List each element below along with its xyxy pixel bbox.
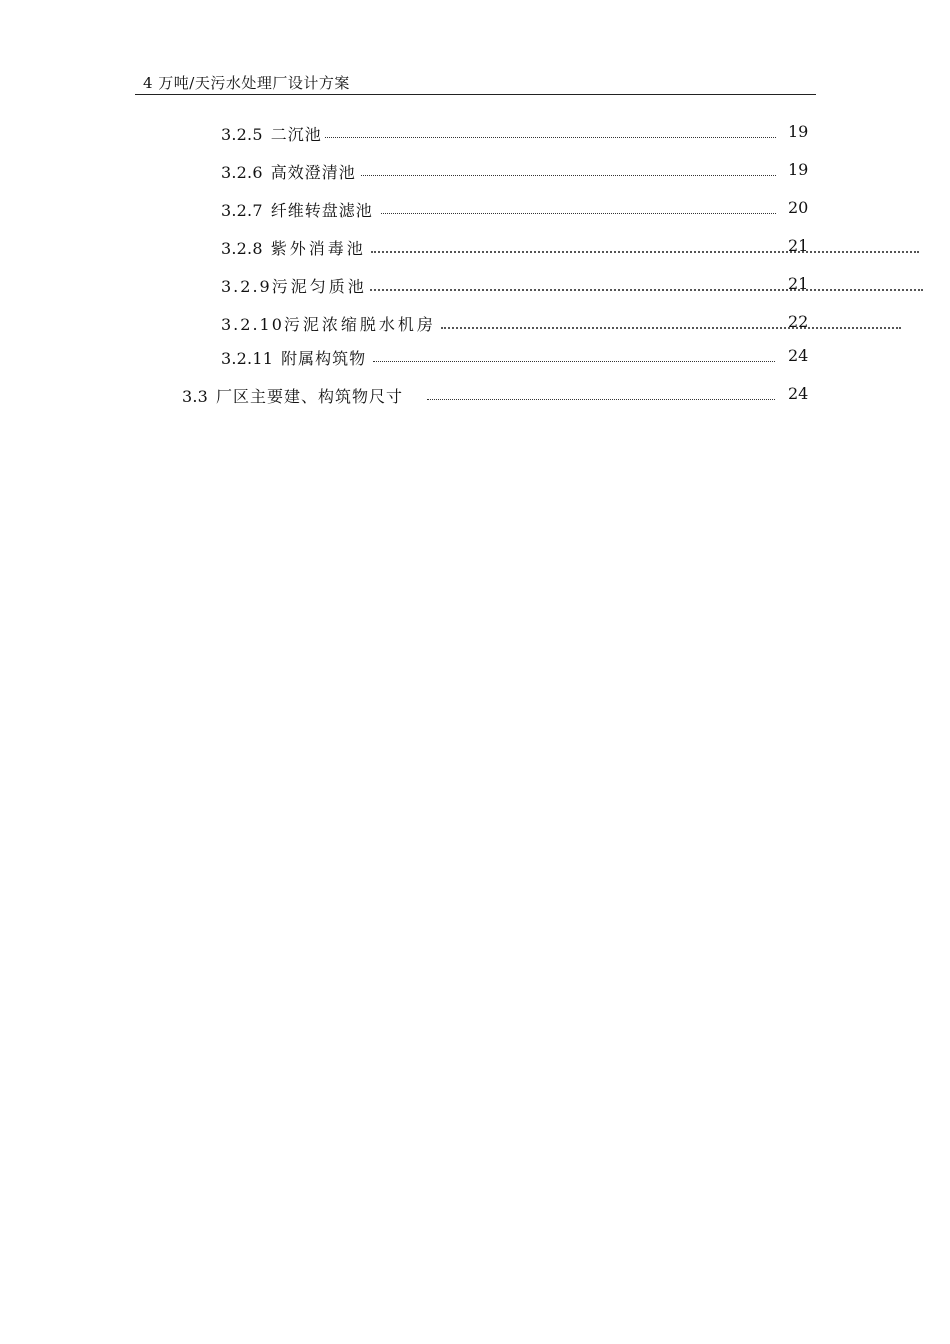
toc-entry-3-2-10[interactable] [221, 312, 905, 336]
toc-entry-number: 3.2.5 [221, 125, 263, 144]
dot-leader [441, 325, 901, 329]
toc-entry-number: 3.2.10 [221, 315, 284, 334]
toc-entry-number: 3.2.8 [221, 239, 263, 258]
toc-entry-label [221, 312, 438, 335]
toc-entry-3-2-9[interactable] [221, 274, 925, 298]
toc-entry-page: 19 [788, 160, 809, 179]
dot-leader [427, 397, 775, 400]
toc-entry-title: 厂区主要建、构筑物尺寸 [216, 387, 404, 406]
dot-leader [321, 135, 776, 138]
toc-entry-3-2-7[interactable] [221, 198, 811, 222]
toc-entry-title: 污泥匀质池 [271, 277, 367, 296]
toc-entry-label [221, 160, 358, 183]
toc-entry-label [221, 198, 375, 221]
toc-entry-page: 19 [788, 122, 809, 141]
toc-entry-page: 24 [788, 346, 809, 365]
toc-entry-number: 3.2.7 [221, 201, 263, 220]
page-header [135, 70, 816, 95]
toc-entry-number: 3.2.9 [221, 277, 272, 296]
toc-entry-label [221, 346, 368, 369]
toc-entry-3-2-6[interactable] [221, 160, 811, 184]
toc-entry-title: 紫外消毒池 [270, 239, 366, 258]
toc-entry-3-3[interactable] [182, 384, 811, 408]
toc-entry-3-2-8[interactable] [221, 236, 921, 260]
toc-entry-title: 污泥浓缩脱水机房 [283, 315, 436, 334]
toc-entry-page: 22 [788, 312, 809, 331]
toc-entry-page: 24 [788, 384, 809, 403]
toc-entry-3-2-5[interactable] [221, 122, 811, 146]
toc-entry-title: 高效澄清池 [270, 163, 356, 182]
toc-entry-page: 20 [788, 198, 809, 217]
toc-entry-label [221, 122, 324, 145]
dot-leader [367, 287, 923, 291]
toc-entry-title: 二沉池 [270, 125, 322, 144]
toc-entry-title: 纤维转盘滤池 [270, 201, 373, 220]
dot-leader [373, 359, 775, 362]
toc-entry-page: 21 [788, 274, 809, 293]
toc-entry-page: 21 [788, 236, 809, 255]
toc-entry-3-2-11[interactable] [221, 346, 811, 370]
dot-leader [381, 211, 776, 214]
toc-entry-label [221, 274, 369, 297]
toc-entry-number: 3.2.6 [221, 163, 263, 182]
toc-entry-label [221, 236, 368, 259]
toc-entry-title: 附属构筑物 [281, 349, 367, 368]
toc-entry-number: 3.2.11 [221, 349, 274, 368]
document-title: 4 万吨/天污水处理厂设计方案 [143, 74, 350, 92]
dot-leader [361, 173, 776, 176]
toc-entry-label [182, 384, 405, 407]
dot-leader [371, 249, 919, 253]
toc-entry-number: 3.3 [182, 387, 209, 406]
